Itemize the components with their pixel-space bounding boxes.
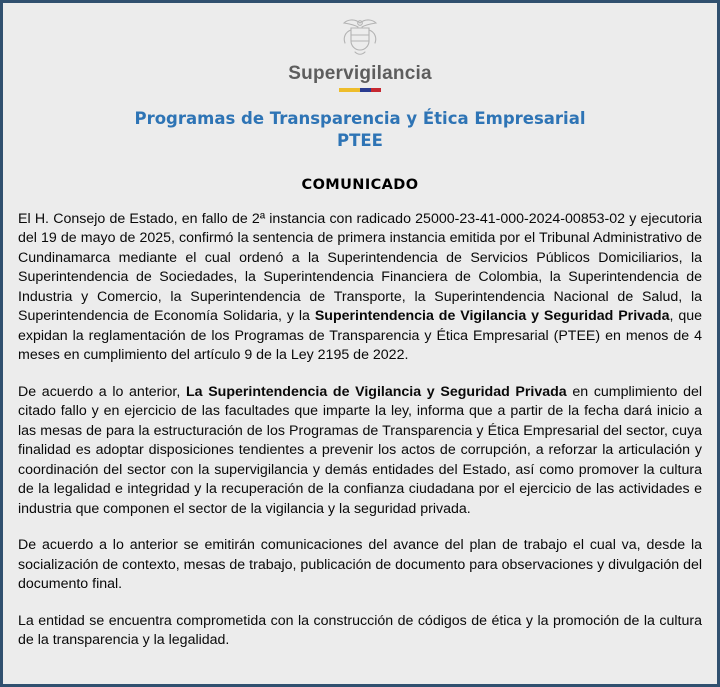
header: [3, 3, 717, 92]
paragraph: [18, 210, 702, 366]
document-title-line2: PTEE: [337, 131, 383, 151]
comunicado-heading: COMUNICADO: [301, 176, 419, 193]
document-title-line1: Programas de Transparencia y Ética Empresarial: [134, 109, 586, 128]
document-body: [3, 210, 717, 651]
text-run: De acuerdo a lo anterior se emitirán comunicaciones del avance del plan de trabajo el cual va, desde la socialización de contexto, mesas de trabajo, publicación de documento para observaciones y divulgación del documento final.: [18, 537, 702, 593]
flag-red-stripe: [371, 88, 382, 92]
flag-yellow-stripe: [339, 88, 360, 92]
document-title: [3, 108, 717, 153]
text-run: El H. Consejo de Estado, en fallo de 2ª instancia con radicado 25000-23-41-000-2024-00853-02 y ejecutoria del 19 de mayo de 2025, confirmó la sentencia de primera instancia emitida por el Tribunal Administrativo de Cundinamarca mediante el cual ordenó a la Superintendencia de Servicios Públicos Domiciliarios, la Superintendencia de Sociedades, la Superintendencia Financiera de Colombia, la Superintendencia de Industria y Comercio, la Superintendencia de Transporte, la Superintendencia Nacional de Salud, la Superintendencia de Economía Solidaria, y la: [18, 210, 702, 325]
bold-text-run: La Superintendencia de Vigilancia y Seguridad Privada: [185, 383, 567, 400]
text-run: , que expidan la reglamentación de los Programas de Transparencia y Ética Empresarial (PTEE) en menos de 4 meses en cumplimiento del artículo 9 de la Ley 2195 de 2022.: [18, 308, 703, 364]
colombia-flag-bar: [339, 88, 381, 92]
paragraph: [18, 612, 702, 651]
colombia-coat-of-arms-icon: [337, 16, 383, 62]
logo-text: Supervigilancia: [288, 63, 432, 84]
text-run: De acuerdo a lo anterior,: [18, 383, 186, 400]
paragraph: [18, 383, 702, 520]
flag-blue-stripe: [360, 88, 371, 92]
text-run: La entidad se encuentra comprometida con la construcción de códigos de ética y la promoción de la cultura de la transparencia y la legalidad.: [18, 612, 702, 649]
bold-text-run: Superintendencia de Vigilancia y Seguridad Privada: [314, 308, 670, 325]
text-run: en cumplimiento del citado fallo y en ejercicio de las facultades que imparte la ley, informa que a partir de la fecha dará inicio a las mesas de para la estructuración de los Programas de Transparencia y Ética Empresarial del sector, cuya finalidad es adoptar disposiciones tendientes a prevenir los actos de corrupción, a reforzar la articulación y coordinación del sector con la supervigilancia y demás entidades del Estado, así como promover la cultura de la legalidad e integridad y la recuperación de la confianza ciudadana por el ejercicio de las actividades e industria que componen el sector de la vigilancia y la seguridad privada.: [18, 383, 703, 517]
paragraph: [18, 536, 702, 595]
